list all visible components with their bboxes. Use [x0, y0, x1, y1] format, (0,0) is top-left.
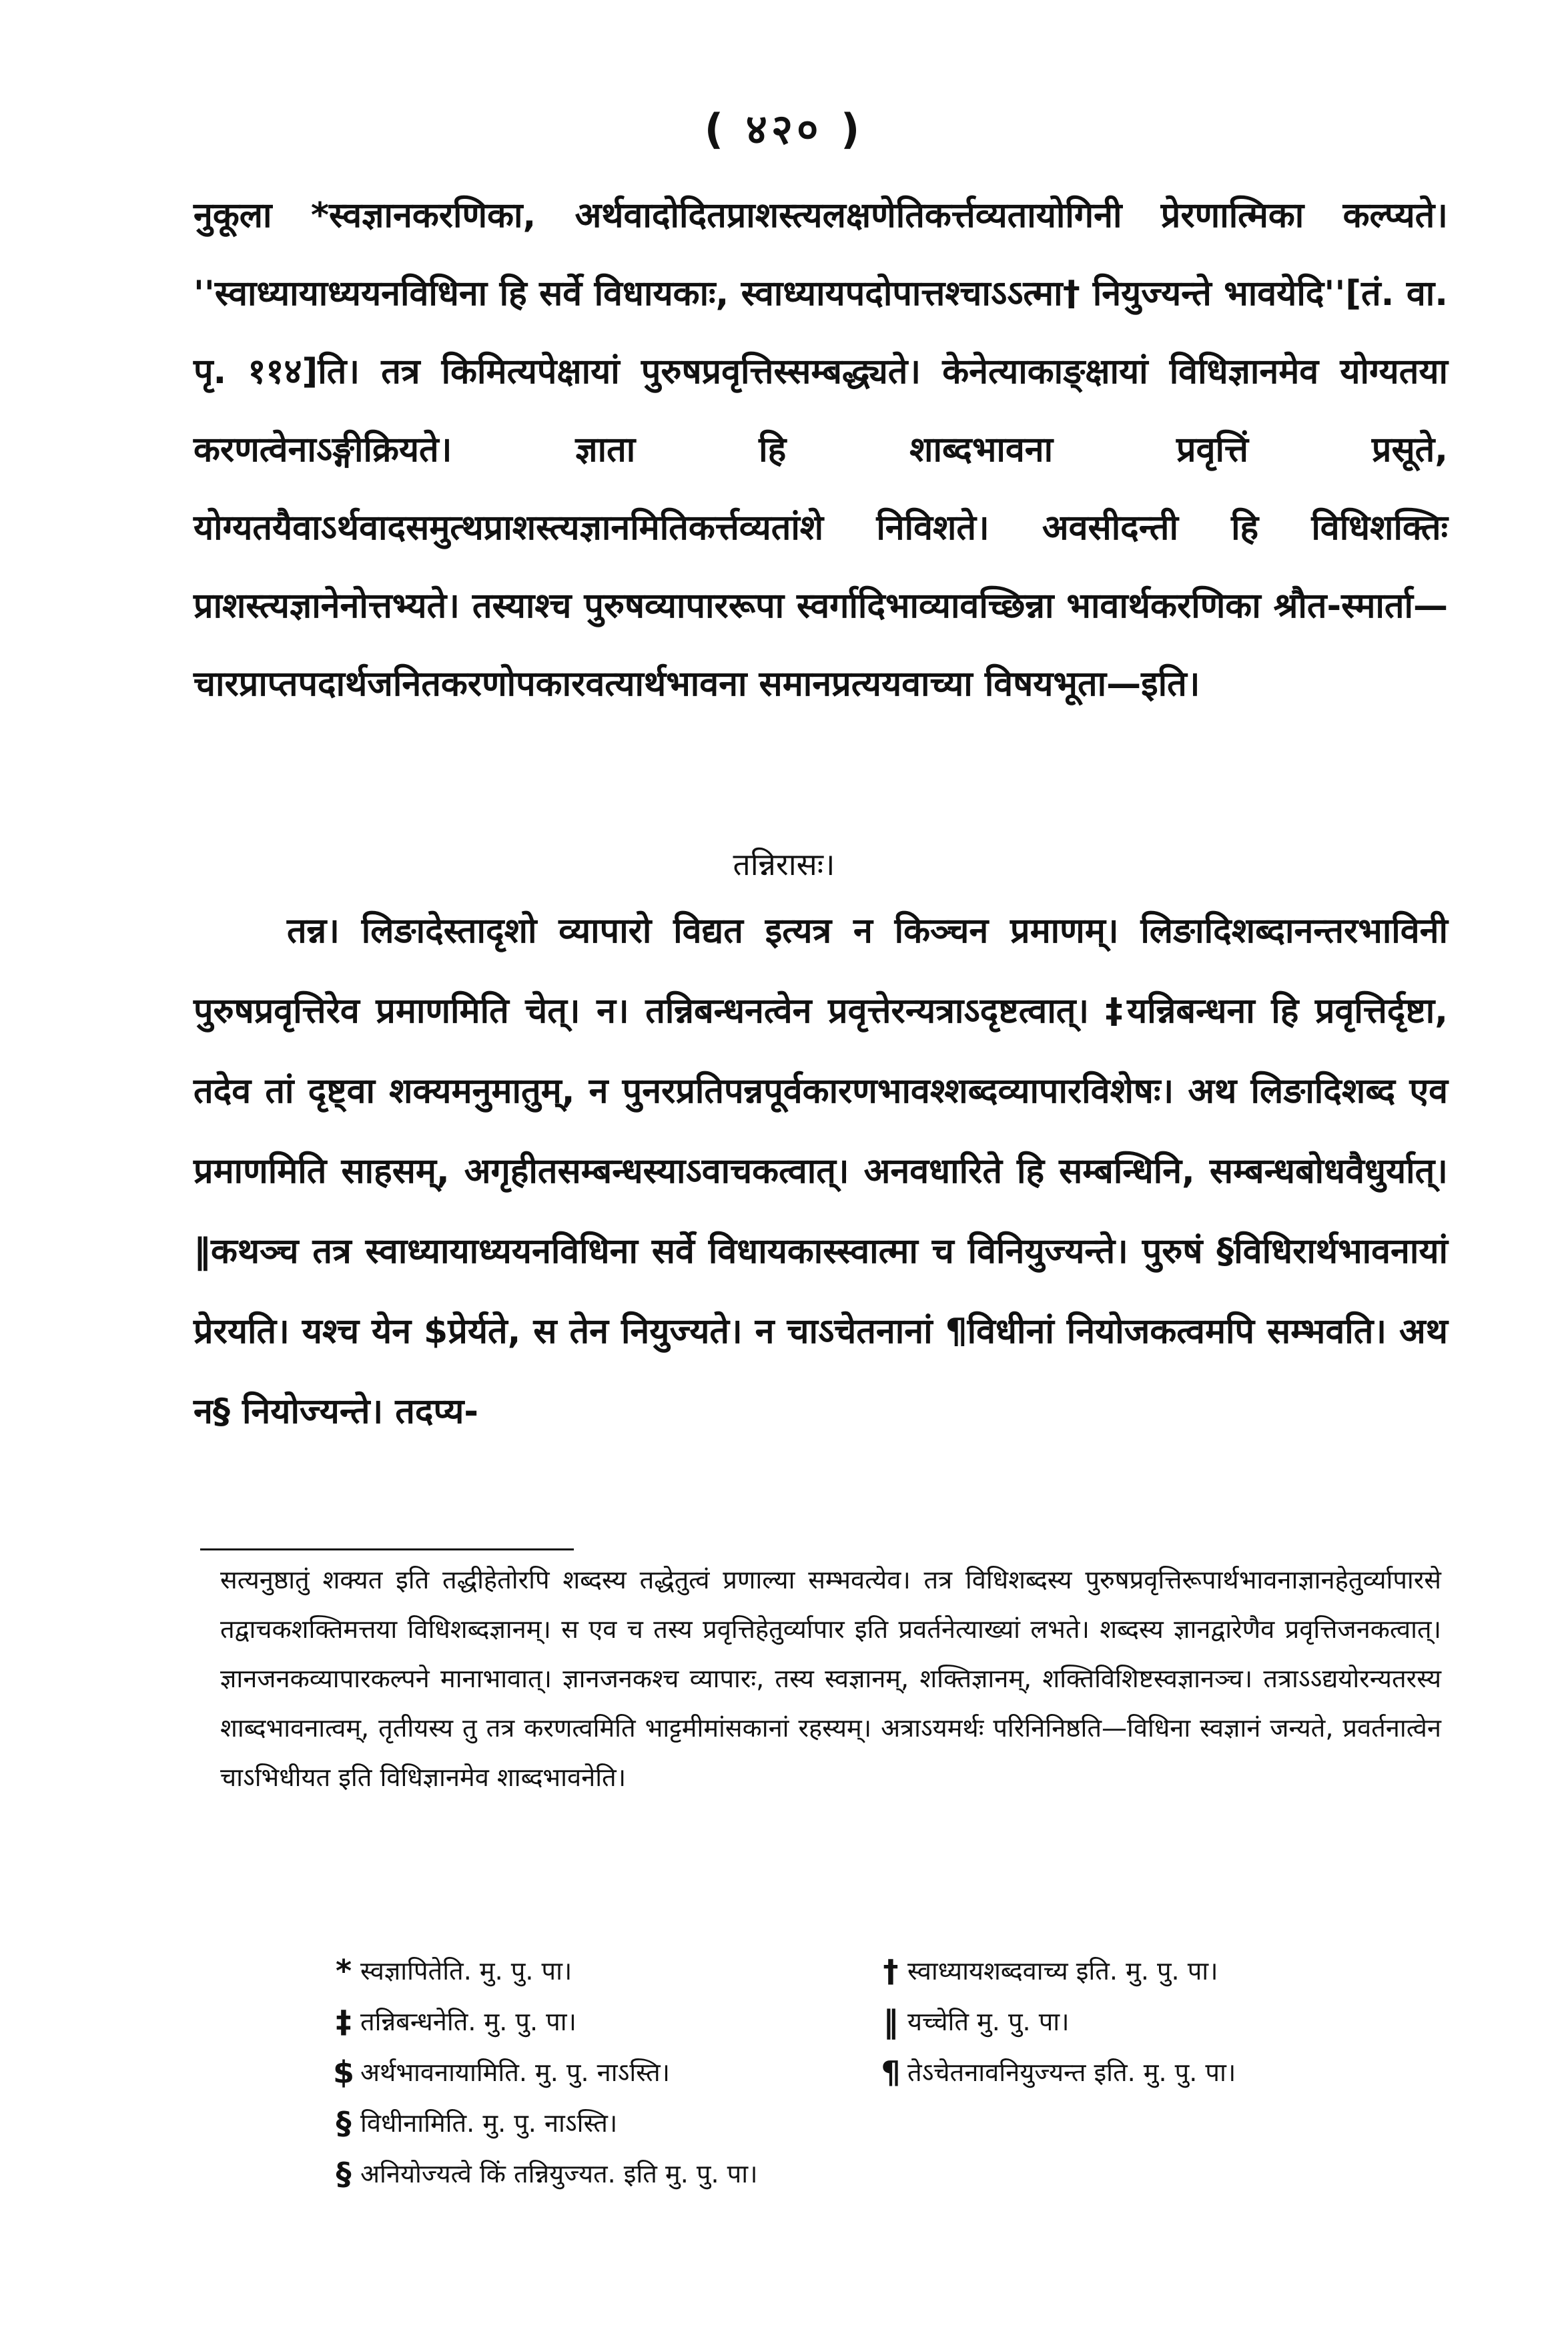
variant-item	[327, 2098, 874, 2148]
variant-text: तन्निबन्धनेति. मु. पु. पा।	[360, 2007, 576, 2036]
variant-item	[874, 2047, 1421, 2098]
variant-text: यच्चेति मु. पु. पा।	[907, 2007, 1070, 2036]
main-text-block	[193, 177, 1448, 723]
footnote-mark: ¶	[881, 2054, 901, 2090]
body-paragraph: तन्न। लिङादेस्तादृशो व्यापारो विद्यत इत्यत्र न किञ्चन प्रमाणम्। लिङादिशब्दानन्तरभाविनी पुरुषप्रवृत्तिरेव प्रमाणमिति चेत्। न। तन्निबन्धनत्वेन प्रवृत्तेरन्यत्राऽदृष्टत्वात्। ‡यन्निबन्धना हि प्रवृत्तिर्दृष्टा, तदेव तां दृष्ट्वा शक्यमनुमातुम्, न पुनरप्रतिपन्नपूर्वकारणभावश्शब्दव्यापारविशेषः। अथ लिङादिशब्द एव प्रमाणमिति साहसम्, अगृहीतसम्बन्धस्याऽवाचकत्वात्। अनवधारिते हि सम्बन्धिनि, सम्बन्धबोधवैधुर्यात्। ‖कथञ्च तत्र स्वाध्यायाध्ययनविधिना सर्वे विधायकास्स्वात्मा च विनियुज्यन्ते। पुरुषं §विधिरार्थभावनायां प्रेरयति। यश्च येन $प्रेर्यते, स तेन नियुज्यते। न चाऽचेतनानां ¶विधीनां नियोजकत्वमपि सम्भवति। अथ न§ नियोज्यन्ते। तदप्य-	[193, 911, 1448, 1432]
variant-text: तेऽचेतनावनियुज्यन्त इति. मु. पु. पा।	[907, 2058, 1236, 2087]
variant-row	[327, 1996, 1455, 2047]
variant-row	[327, 2148, 1455, 2199]
variant-item	[327, 1996, 874, 2047]
commentary-block	[220, 1555, 1441, 1802]
variant-text: स्वाध्यायशब्दवाच्य इति. मु. पु. पा।	[907, 1956, 1218, 1986]
variant-text: विधीनामिति. मु. पु. नाऽस्ति।	[360, 2108, 618, 2138]
variant-item	[874, 1996, 1421, 2047]
footnote-mark: $	[332, 2054, 354, 2090]
variant-text: स्वज्ञापितेति. मु. पु. पा।	[360, 1956, 572, 1986]
section-heading: तन्निरासः।	[733, 846, 835, 882]
footnote-mark: §	[336, 2156, 352, 2192]
footnote-mark: †	[883, 1953, 899, 1989]
variant-item	[327, 2047, 874, 2098]
footnote-divider	[200, 1548, 574, 1550]
footnote-mark: ‡	[336, 2004, 352, 2040]
variant-row	[327, 2098, 1455, 2148]
footnote-mark: §	[336, 2105, 352, 2141]
variant-readings	[327, 1946, 1455, 2199]
footnote-mark: ‖	[883, 2004, 899, 2040]
variant-row	[327, 2047, 1455, 2098]
variant-item	[327, 2148, 874, 2199]
variant-text: अनियोज्यत्वे किं तन्नियुज्यत. इति मु. पु. पा।	[360, 2159, 758, 2188]
body-text-block	[193, 891, 1448, 1452]
commentary-paragraph: सत्यनुष्ठातुं शक्यत इति तद्धीहेतोरपि शब्दस्य तद्धेतुत्वं प्रणाल्या सम्भवत्येव। तत्र विधिशब्दस्य पुरुषप्रवृत्तिरूपार्थभावनाज्ञानहेतुर्व्यापारसे तद्वाचकशक्तिमत्तया विधिशब्दज्ञानम्। स एव च तस्य प्रवृत्तिहेतुर्व्यापार इति प्रवर्तनेत्याख्यां लभते। शब्दस्य ज्ञानद्वारेणैव प्रवृत्तिजनकत्वात्। ज्ञानजनकव्यापारकल्पने मानाभावात्। ज्ञानजनकश्च व्यापारः, तस्य स्वज्ञानम्, शक्तिज्ञानम्, शक्तिविशिष्टस्वज्ञानञ्च। तत्राऽऽद्ययोरन्यतरस्य शाब्दभावनात्वम्, तृतीयस्य तु तत्र करणत्वमिति भाट्टमीमांसकानां रहस्यम्। अत्राऽयमर्थः परिनिनिष्ठति—विधिना स्वज्ञानं जन्यते, प्रवर्तनात्वेन चाऽभिधीयत इति विधिज्ञानमेव शाब्दभावनेति।	[220, 1565, 1441, 1792]
variant-row	[327, 1946, 1455, 1996]
variant-item	[327, 1946, 874, 1996]
footnote-mark: *	[335, 1953, 352, 1989]
page-number: ( ४२० )	[704, 105, 864, 154]
main-paragraph: नुकूला *स्वज्ञानकरणिका, अर्थवादोदितप्राशस्त्यलक्षणेतिकर्त्तव्यतायोगिनी प्रेरणात्मिका कल्प्यते। ''स्वाध्यायाध्ययनविधिना हि सर्वे विधायकाः, स्वाध्यायपदोपात्तश्चाऽऽत्मा† नियुज्यन्ते भावयेदि''[तं. वा. पृ. ११४]ति। तत्र किमित्यपेक्षायां पुरुषप्रवृत्तिस्सम्बद्ध्यते। केनेत्याकाङ्क्षायां विधिज्ञानमेव योग्यतया करणत्वेनाऽङ्गीक्रियते। ज्ञाता हि शाब्दभावना प्रवृत्तिं प्रसूते, योग्यतयैवाऽर्थवादसमुत्थप्राशस्त्यज्ञानमितिकर्त्तव्यतांशे निविशते। अवसीदन्ती हि विधिशक्तिः प्राशस्त्यज्ञानेनोत्तभ्यते। तस्याश्च पुरुषव्यापाररूपा स्वर्गादिभाव्यावच्छिन्ना भावार्थकरणिका श्रौत-स्मार्ता—चारप्राप्तपदार्थजनितकरणोपकारवत्यार्थभावना समानप्रत्ययवाच्या विषयभूता—इति।	[193, 196, 1448, 704]
variant-text: अर्थभावनायामिति. मु. पु. नाऽस्ति।	[360, 2058, 671, 2087]
variant-item	[874, 1946, 1421, 1996]
